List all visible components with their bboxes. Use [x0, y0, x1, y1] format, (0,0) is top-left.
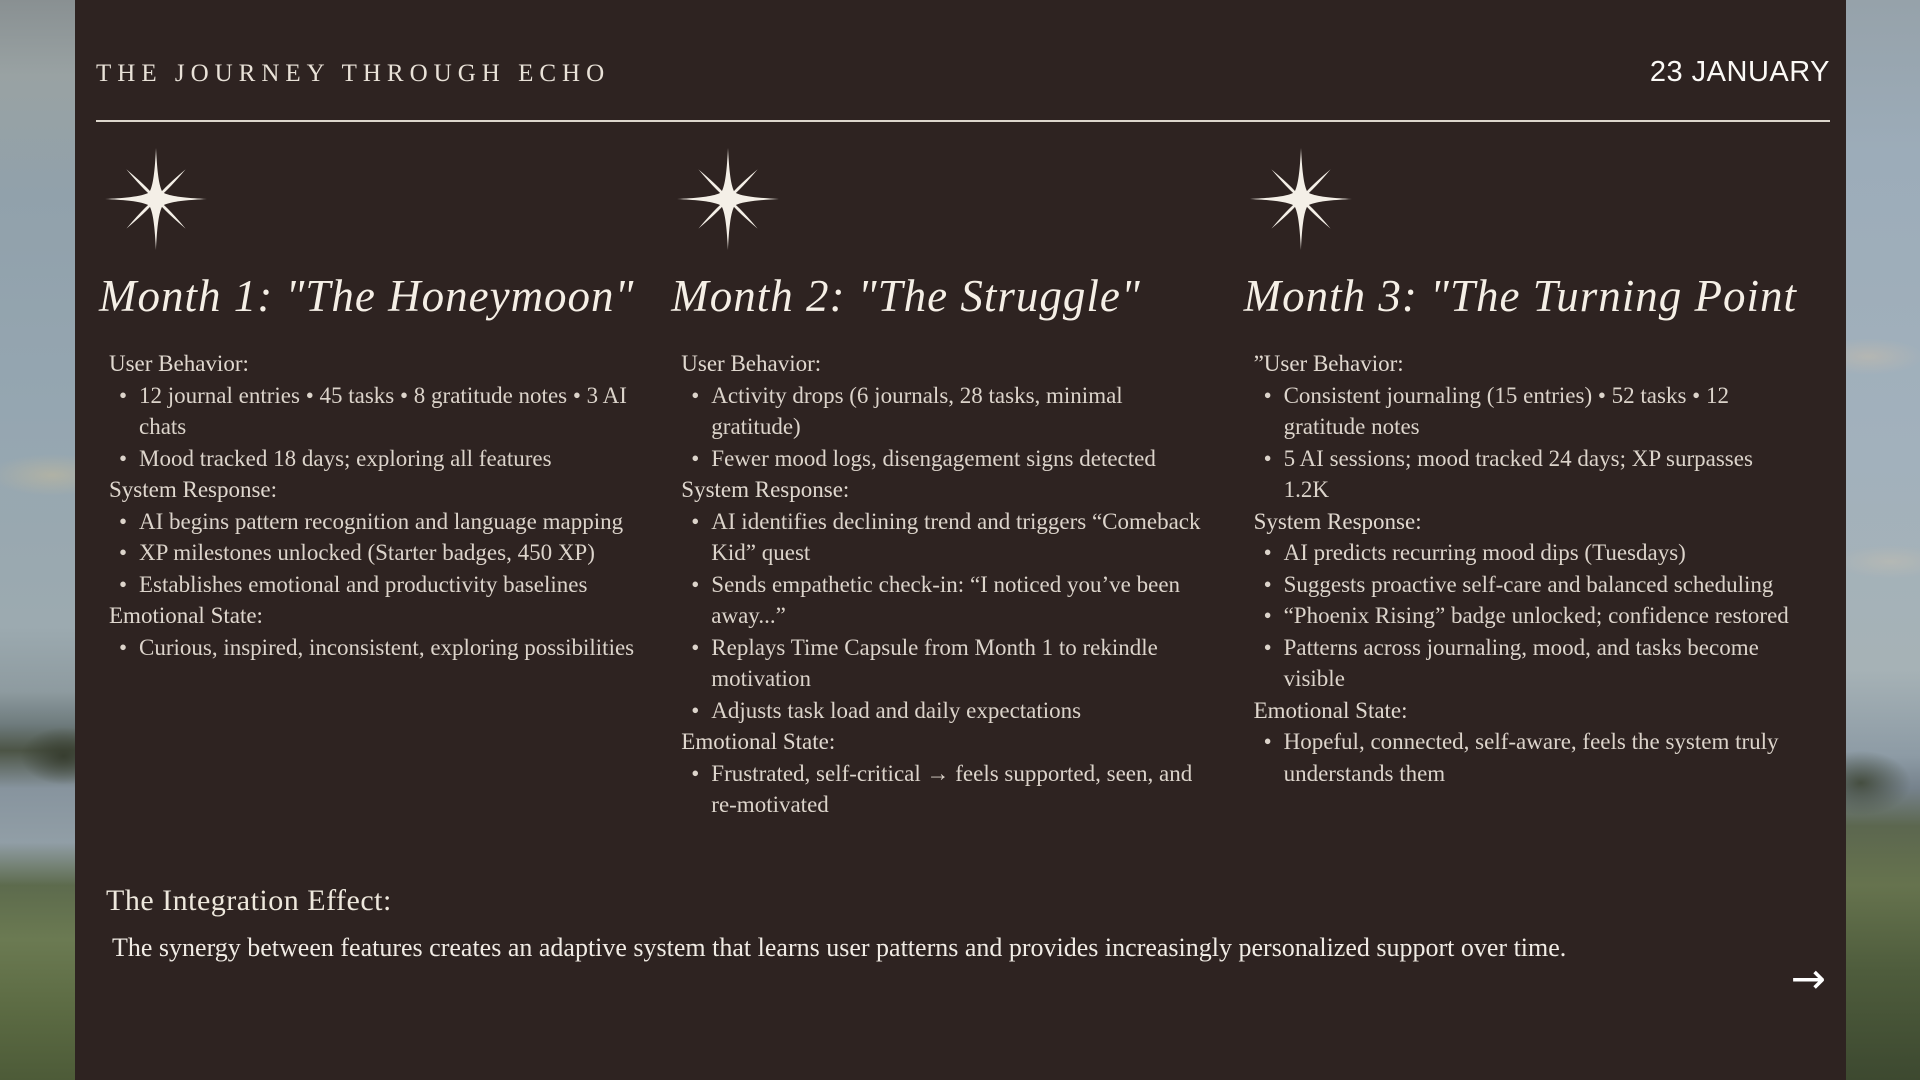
background-painting-left	[0, 0, 75, 1080]
background-painting-right	[1846, 0, 1920, 1080]
integration-effect-block	[106, 884, 1566, 963]
arrow-right-icon[interactable]: →	[1790, 954, 1826, 1003]
slide-date: 23 JANUARY	[1649, 56, 1830, 88]
slide-header	[96, 56, 1830, 89]
list-item: • Suggests proactive self-care and balanced scheduling	[1240, 569, 1797, 601]
section-label: User Behavior:	[681, 351, 822, 376]
month-column-1	[95, 140, 641, 821]
bullet-list	[667, 380, 1213, 475]
page-title: THE JOURNEY THROUGH ECHO	[96, 60, 611, 87]
list-item: • Adjusts task load and daily expectations	[667, 695, 1213, 727]
list-item: • Replays Time Capsule from Month 1 to rekindle motivation	[667, 632, 1213, 695]
list-item: • AI predicts recurring mood dips (Tuesdays)	[1240, 537, 1797, 569]
list-item: • Frustrated, self-critical → feels supported, seen, and re-motivated	[667, 758, 1213, 821]
bullet-list	[667, 758, 1213, 821]
list-item: • Consistent journaling (15 entries) • 52 tasks • 12 gratitude notes	[1240, 380, 1797, 443]
section-label: Emotional State:	[1253, 697, 1408, 723]
list-item: • 5 AI sessions; mood tracked 24 days; XP surpasses 1.2K	[1240, 443, 1797, 506]
list-item: • 12 journal entries • 45 tasks • 8 gratitude notes • 3 AI chats	[95, 380, 641, 443]
header-divider	[96, 120, 1830, 122]
bullet-list	[95, 506, 641, 601]
month-body	[1240, 348, 1797, 789]
section-label: ”User Behavior:	[1253, 351, 1404, 376]
bullet-list	[95, 380, 641, 475]
list-item: • Sends empathetic check-in: “I noticed you’ve been away...”	[667, 569, 1213, 632]
list-item: • XP milestones unlocked (Starter badges, 450 XP)	[95, 537, 641, 569]
list-item: • Patterns across journaling, mood, and tasks become visible	[1240, 632, 1797, 695]
month-body	[667, 348, 1213, 821]
list-item: • Curious, inspired, inconsistent, exploring possibilities	[95, 632, 641, 664]
list-item: • AI begins pattern recognition and language mapping	[95, 506, 641, 538]
integration-effect-label: The Integration Effect:	[106, 884, 392, 917]
list-item: • “Phoenix Rising” badge unlocked; confidence restored	[1240, 600, 1797, 632]
section-label: Emotional State:	[681, 729, 836, 754]
bullet-list	[1240, 726, 1797, 789]
month-body	[95, 348, 641, 663]
list-item: • Mood tracked 18 days; exploring all features	[95, 443, 641, 475]
slide	[75, 0, 1846, 1080]
list-item: • Activity drops (6 journals, 28 tasks, minimal gratitude)	[667, 380, 1213, 443]
bullet-list	[95, 632, 641, 664]
section-label: System Response:	[109, 477, 278, 502]
list-item: • Establishes emotional and productivity baselines	[95, 569, 641, 601]
month-heading: Month 2: "The Struggle"	[671, 271, 1141, 321]
list-item: • Fewer mood logs, disengagement signs detected	[667, 443, 1213, 475]
sparkle-star-icon	[105, 148, 641, 254]
month-column-3	[1240, 140, 1797, 821]
month-heading: Month 3: "The Turning Point	[1243, 271, 1797, 321]
section-label: System Response:	[1253, 508, 1422, 534]
list-item: • AI identifies declining trend and triggers “Comeback Kid” quest	[667, 506, 1213, 569]
bullet-list	[1240, 537, 1797, 695]
month-columns	[95, 140, 1797, 821]
integration-effect-text: The synergy between features creates an adaptive system that learns user patterns and provides increasingly personalized support over time.	[112, 933, 1567, 962]
sparkle-star-icon	[677, 148, 1213, 254]
month-column-2	[667, 140, 1213, 821]
bullet-list	[667, 506, 1213, 727]
sparkle-star-icon	[1250, 148, 1797, 254]
bullet-list	[1240, 380, 1797, 506]
section-label: User Behavior:	[109, 351, 249, 376]
section-label: Emotional State:	[109, 603, 263, 628]
section-label: System Response:	[681, 477, 850, 502]
list-item: • Hopeful, connected, self-aware, feels the system truly understands them	[1240, 726, 1797, 789]
month-heading: Month 1: "The Honeymoon"	[99, 271, 635, 321]
